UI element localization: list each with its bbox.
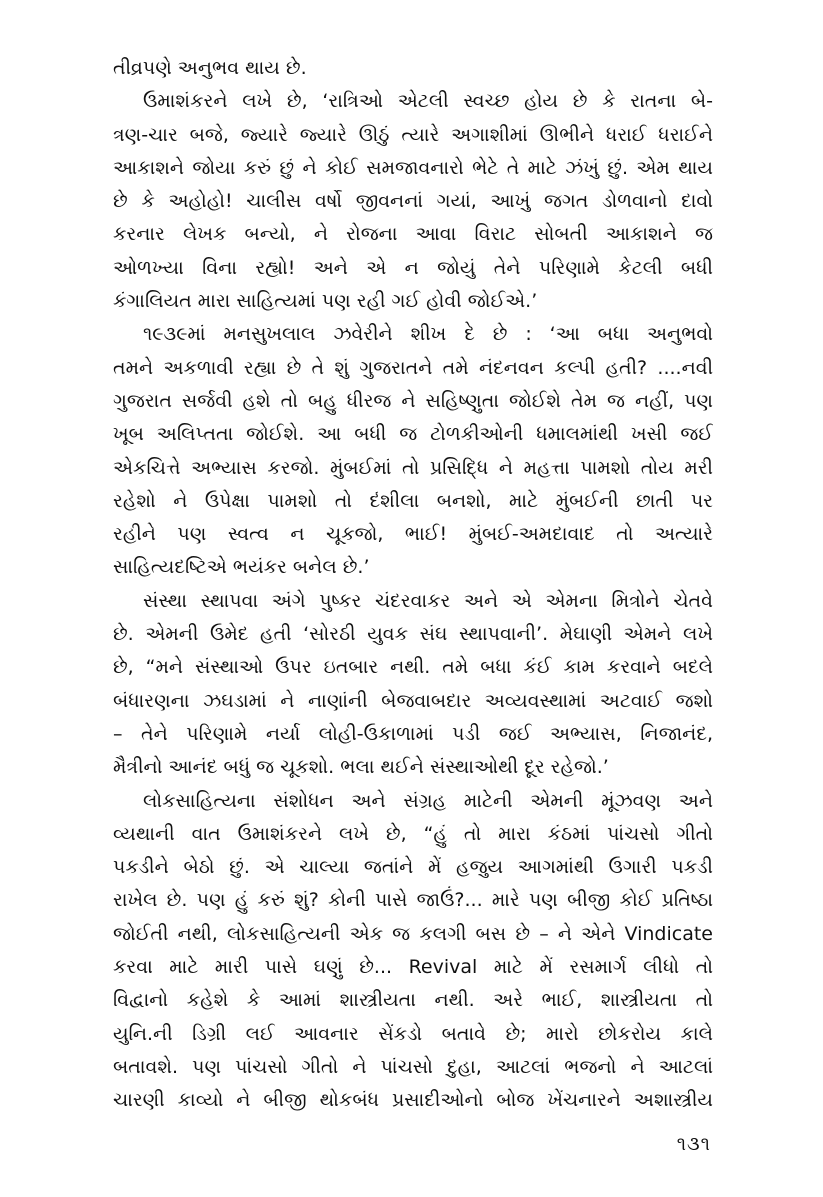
text-line: સંસ્થા સ્થાપવા અંગે પુષ્કર ચંદરવાકર અને એ એમના મિત્રોને ચેતવે xyxy=(143,589,713,612)
text-line: પકડીને બેઠો છું. એ ચાલ્યા જતાંને મેં હજુય આગમાંથી ઉગારી પકડી xyxy=(113,856,713,879)
text-line: લોકસાહિત્યના સંશોધન અને સંગ્રહ માટેની એમની મૂંઝવણ અને xyxy=(143,789,713,812)
text-line: છે, “મને સંસ્થાઓ ઉપર ઇતબાર નથી. તમે બધા કંઈ કામ કરવાને બદલે xyxy=(113,656,713,679)
text-line: કરનાર લેખક બન્યો, ને રોજના આવા વિરાટ સોબતી આકાશને જ xyxy=(113,223,713,246)
text-line: – તેને પરિણામે નર્યા લોહી-ઉકાળામાં પડી જઈ અભ્યાસ, નિજાનંદ, xyxy=(113,722,713,745)
text-line: બંધારણના ઝઘડામાં ને નાણાંની બેજવાબદાર અવ્યવસ્થામાં અટવાઈ જશો xyxy=(113,689,713,712)
page-number: ૧૩૧ xyxy=(676,1133,711,1155)
text-line: ચારણી કાવ્યો ને બીજી થોકબંધ પ્રસાદીઓનો બોજ ખેંચનારને અશાસ્ત્રીય xyxy=(113,1089,713,1112)
body-text xyxy=(113,52,713,1118)
text-line: આકાશને જોયા કરું છું ને કોઈ સમજાવનારો ભેટે તે માટે ઝંખું છું. એમ થાય xyxy=(113,156,713,179)
text-line: રહીને પણ સ્વત્વ ન ચૂકજો, ભાઈ! મુંબઈ-અમદાવાદ તો અત્યારે xyxy=(113,523,713,546)
text-line: વ્યથાની વાત ઉમાશંકરને લખે છે, “હું તો મારા કંઠમાં પાંચસો ગીતો xyxy=(113,822,713,845)
text-line: સાહિત્યદષ્ટિએ ભયંકર બનેલ છે.’ xyxy=(113,556,370,579)
text-line: વિદ્વાનો કહેશે કે આમાં શાસ્ત્રીયતા નથી. અરે ભાઈ, શાસ્ત્રીયતા તો xyxy=(113,989,713,1012)
text-line: ઉમાશંકરને લખે છે, ‘રાત્રિઓ એટલી સ્વચ્છ હોય છે કે રાતના બે- xyxy=(143,90,713,113)
text-line: ૧૯૩૯માં મનસુખલાલ ઝવેરીને શીખ દે છે : ‘આ બધા અનુભવો xyxy=(143,323,713,346)
text-line: બતાવશે. પણ પાંચસો ગીતો ને પાંચસો દુહા, આટલાં ભજનો ને આટલાં xyxy=(113,1055,713,1078)
text-line: કંગાલિયત મારા સાહિત્યમાં પણ રહી ગઈ હોવી જોઈએ.’ xyxy=(113,290,538,313)
text-line: યુનિ.ની ડિગ્રી લઈ આવનાર સેંકડો બતાવે છે; મારો છોકરોય કાલે xyxy=(113,1022,713,1045)
text-line: તમને અકળાવી રહ્યા છે તે શું ગુજરાતને તમે નંદનવન કલ્પી હતી? ....નવી xyxy=(113,356,713,379)
text-line: રાખેલ છે. પણ હું કરું શું? કોની પાસે જાઉં?... મારે પણ બીજી કોઈ પ્રતિષ્ઠા xyxy=(113,889,713,912)
text-line: છે. એમની ઉમેદ હતી ‘સોરઠી યુવક સંઘ સ્થાપવાની’. મેઘાણી એમને લખે xyxy=(113,623,713,646)
text-line: તીવ્રપણે અનુભવ થાય છે. xyxy=(113,57,307,79)
text-line: ગુજરાત સર્જવી હશે તો બહુ ધીરજ ને સહિષ્ણુતા જોઈશે તેમ જ નહીં, પણ xyxy=(113,389,713,412)
text-line: મૈત્રીનો આનંદ બધું જ ચૂકશો. ભલા થઈને સંસ્થાઓથી દૂર રહેજો.’ xyxy=(113,756,609,779)
text-line: જોઈતી નથી, લોકસાહિત્યની એક જ કલગી બસ છે – ને એને Vindicate xyxy=(113,922,713,945)
text-line: છે કે અહોહો! ચાલીસ વર્ષો જીવનનાં ગયાં, આખું જગત ડોળવાનો દાવો xyxy=(113,190,713,213)
text-line: ઓળખ્યા વિના રહ્યો! અને એ ન જોયું તેને પરિણામે કેટલી બધી xyxy=(113,256,713,279)
text-line: ત્રણ-ચાર બજે, જ્યારે જ્યારે ઊઠું ત્યારે અગાશીમાં ઊભીને ધરાઈ ધરાઈને xyxy=(113,123,713,146)
text-line: કરવા માટે મારી પાસે ઘણું છે... Revival માટે મેં રસમાર્ગ લીધો તો xyxy=(113,956,713,979)
text-line: રહેશો ને ઉપેક્ષા પામશો તો દંશીલા બનશો, માટે મુંબઈની છાતી પર xyxy=(113,489,713,512)
text-line: ખૂબ અલિપ્તતા જોઈશે. આ બધી જ ટોળકીઓની ધમાલમાંથી ખસી જઈ xyxy=(113,423,713,446)
text-line: એકચિત્તે અભ્યાસ કરજો. મુંબઈમાં તો પ્રસિદ્ધિ ને મહત્તા પામશો તોય મરી xyxy=(113,456,713,479)
